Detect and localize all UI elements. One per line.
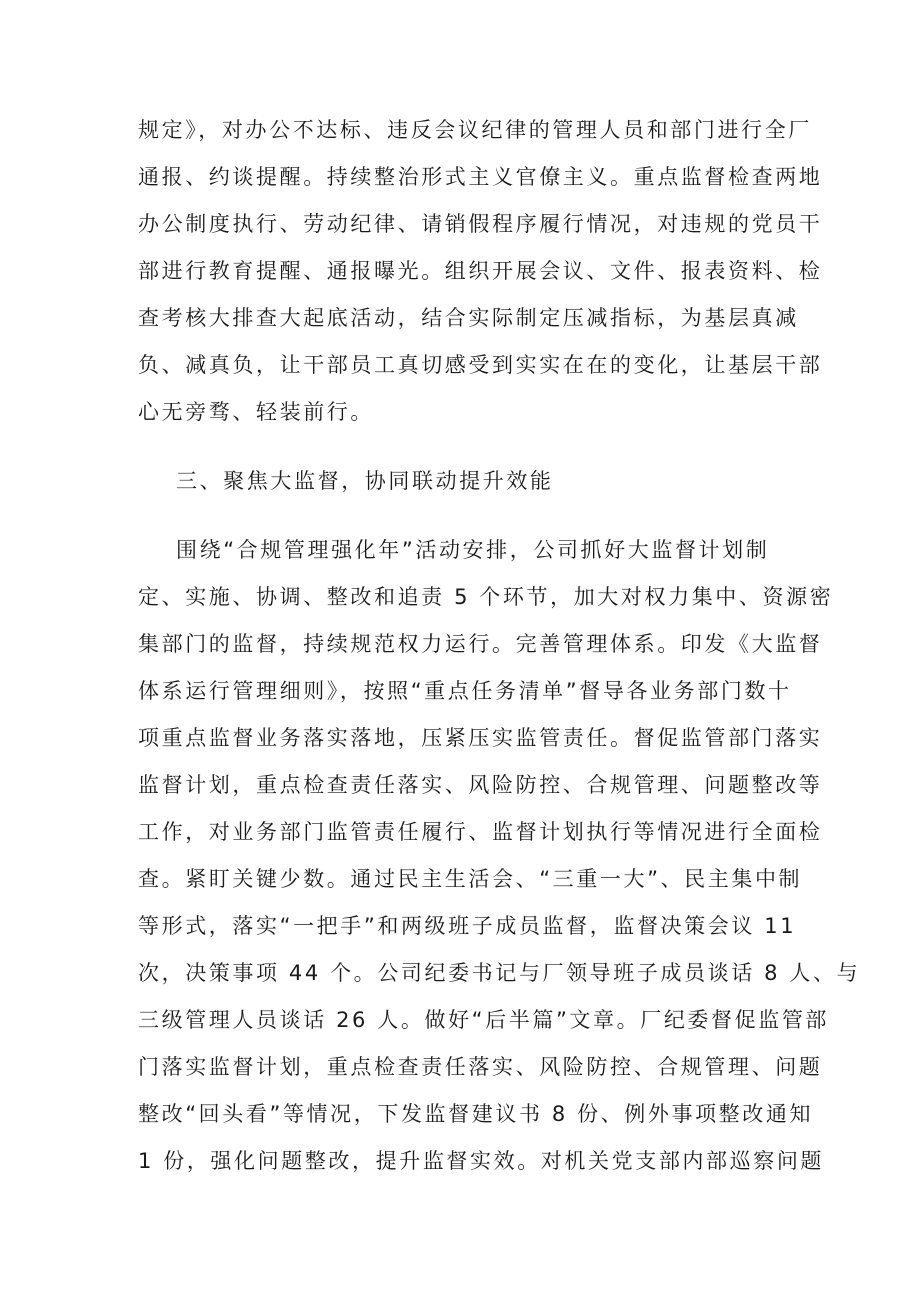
text-line: 次，决策事项 44 个。公司纪委书记与厂领导班子成员谈话 8 人、与 — [138, 961, 861, 985]
text-line: 负、减真负，让干部员工真切感受到实实在在的变化，让基层干部 — [138, 353, 823, 377]
text-line: 集部门的监督，持续规范权力运行。完善管理体系。印发《大监督 — [138, 632, 823, 656]
text-line: 规定》，对办公不达标、违反会议纪律的管理人员和部门进行全厂 — [138, 118, 812, 142]
text-line: 工作，对业务部门监管责任履行、监督计划执行等情况进行全面检 — [138, 820, 823, 844]
text-line: 门落实监督计划，重点检查责任落实、风险防控、合规管理、问题 — [138, 1055, 823, 1079]
text-line: 项重点监督业务落实落地，压紧压实监管责任。督促监管部门落实 — [138, 726, 823, 750]
text-line: 监督计划，重点检查责任落实、风险防控、合规管理、问题整改等 — [138, 773, 823, 797]
text-line: 部进行教育提醒、通报曝光。组织开展会议、文件、报表资料、检 — [138, 259, 823, 283]
text-line: 心无旁骛、轻装前行。 — [138, 400, 374, 424]
section-heading: 三、聚焦大监督，协同联动提升效能 — [176, 469, 554, 493]
text-line: 体系运行管理细则》，按照“重点任务清单”督导各业务部门数十 — [138, 679, 792, 703]
text-line: 定、实施、协调、整改和追责 5 个环节，加大对权力集中、资源密 — [138, 585, 834, 609]
text-line: 查。紧盯关键少数。通过民主生活会、“三重一大”、民主集中制 — [138, 867, 803, 891]
text-line: 等形式，落实“一把手”和两级班子成员监督，监督决策会议 11 — [138, 914, 797, 938]
text-line: 查考核大排查大起底活动，结合实际制定压减指标，为基层真减 — [138, 306, 799, 330]
text-line: 1 份，强化问题整改，提升监督实效。对机关党支部内部巡察问题 — [138, 1149, 825, 1173]
text-line: 围绕“合规管理强化年”活动安排，公司抓好大监督计划制 — [176, 538, 770, 562]
text-line: 办公制度执行、劳动纪律、请销假程序履行情况，对违规的党员干 — [138, 212, 823, 236]
text-line: 整改“回头看”等情况，下发监督建议书 8 份、例外事项整改通知 — [138, 1102, 814, 1126]
text-line: 三级管理人员谈话 26 人。做好“后半篇”文章。厂纪委督促监管部 — [138, 1008, 830, 1032]
text-line: 通报、约谈提醒。持续整治形式主义官僚主义。重点监督检查两地 — [138, 165, 823, 189]
